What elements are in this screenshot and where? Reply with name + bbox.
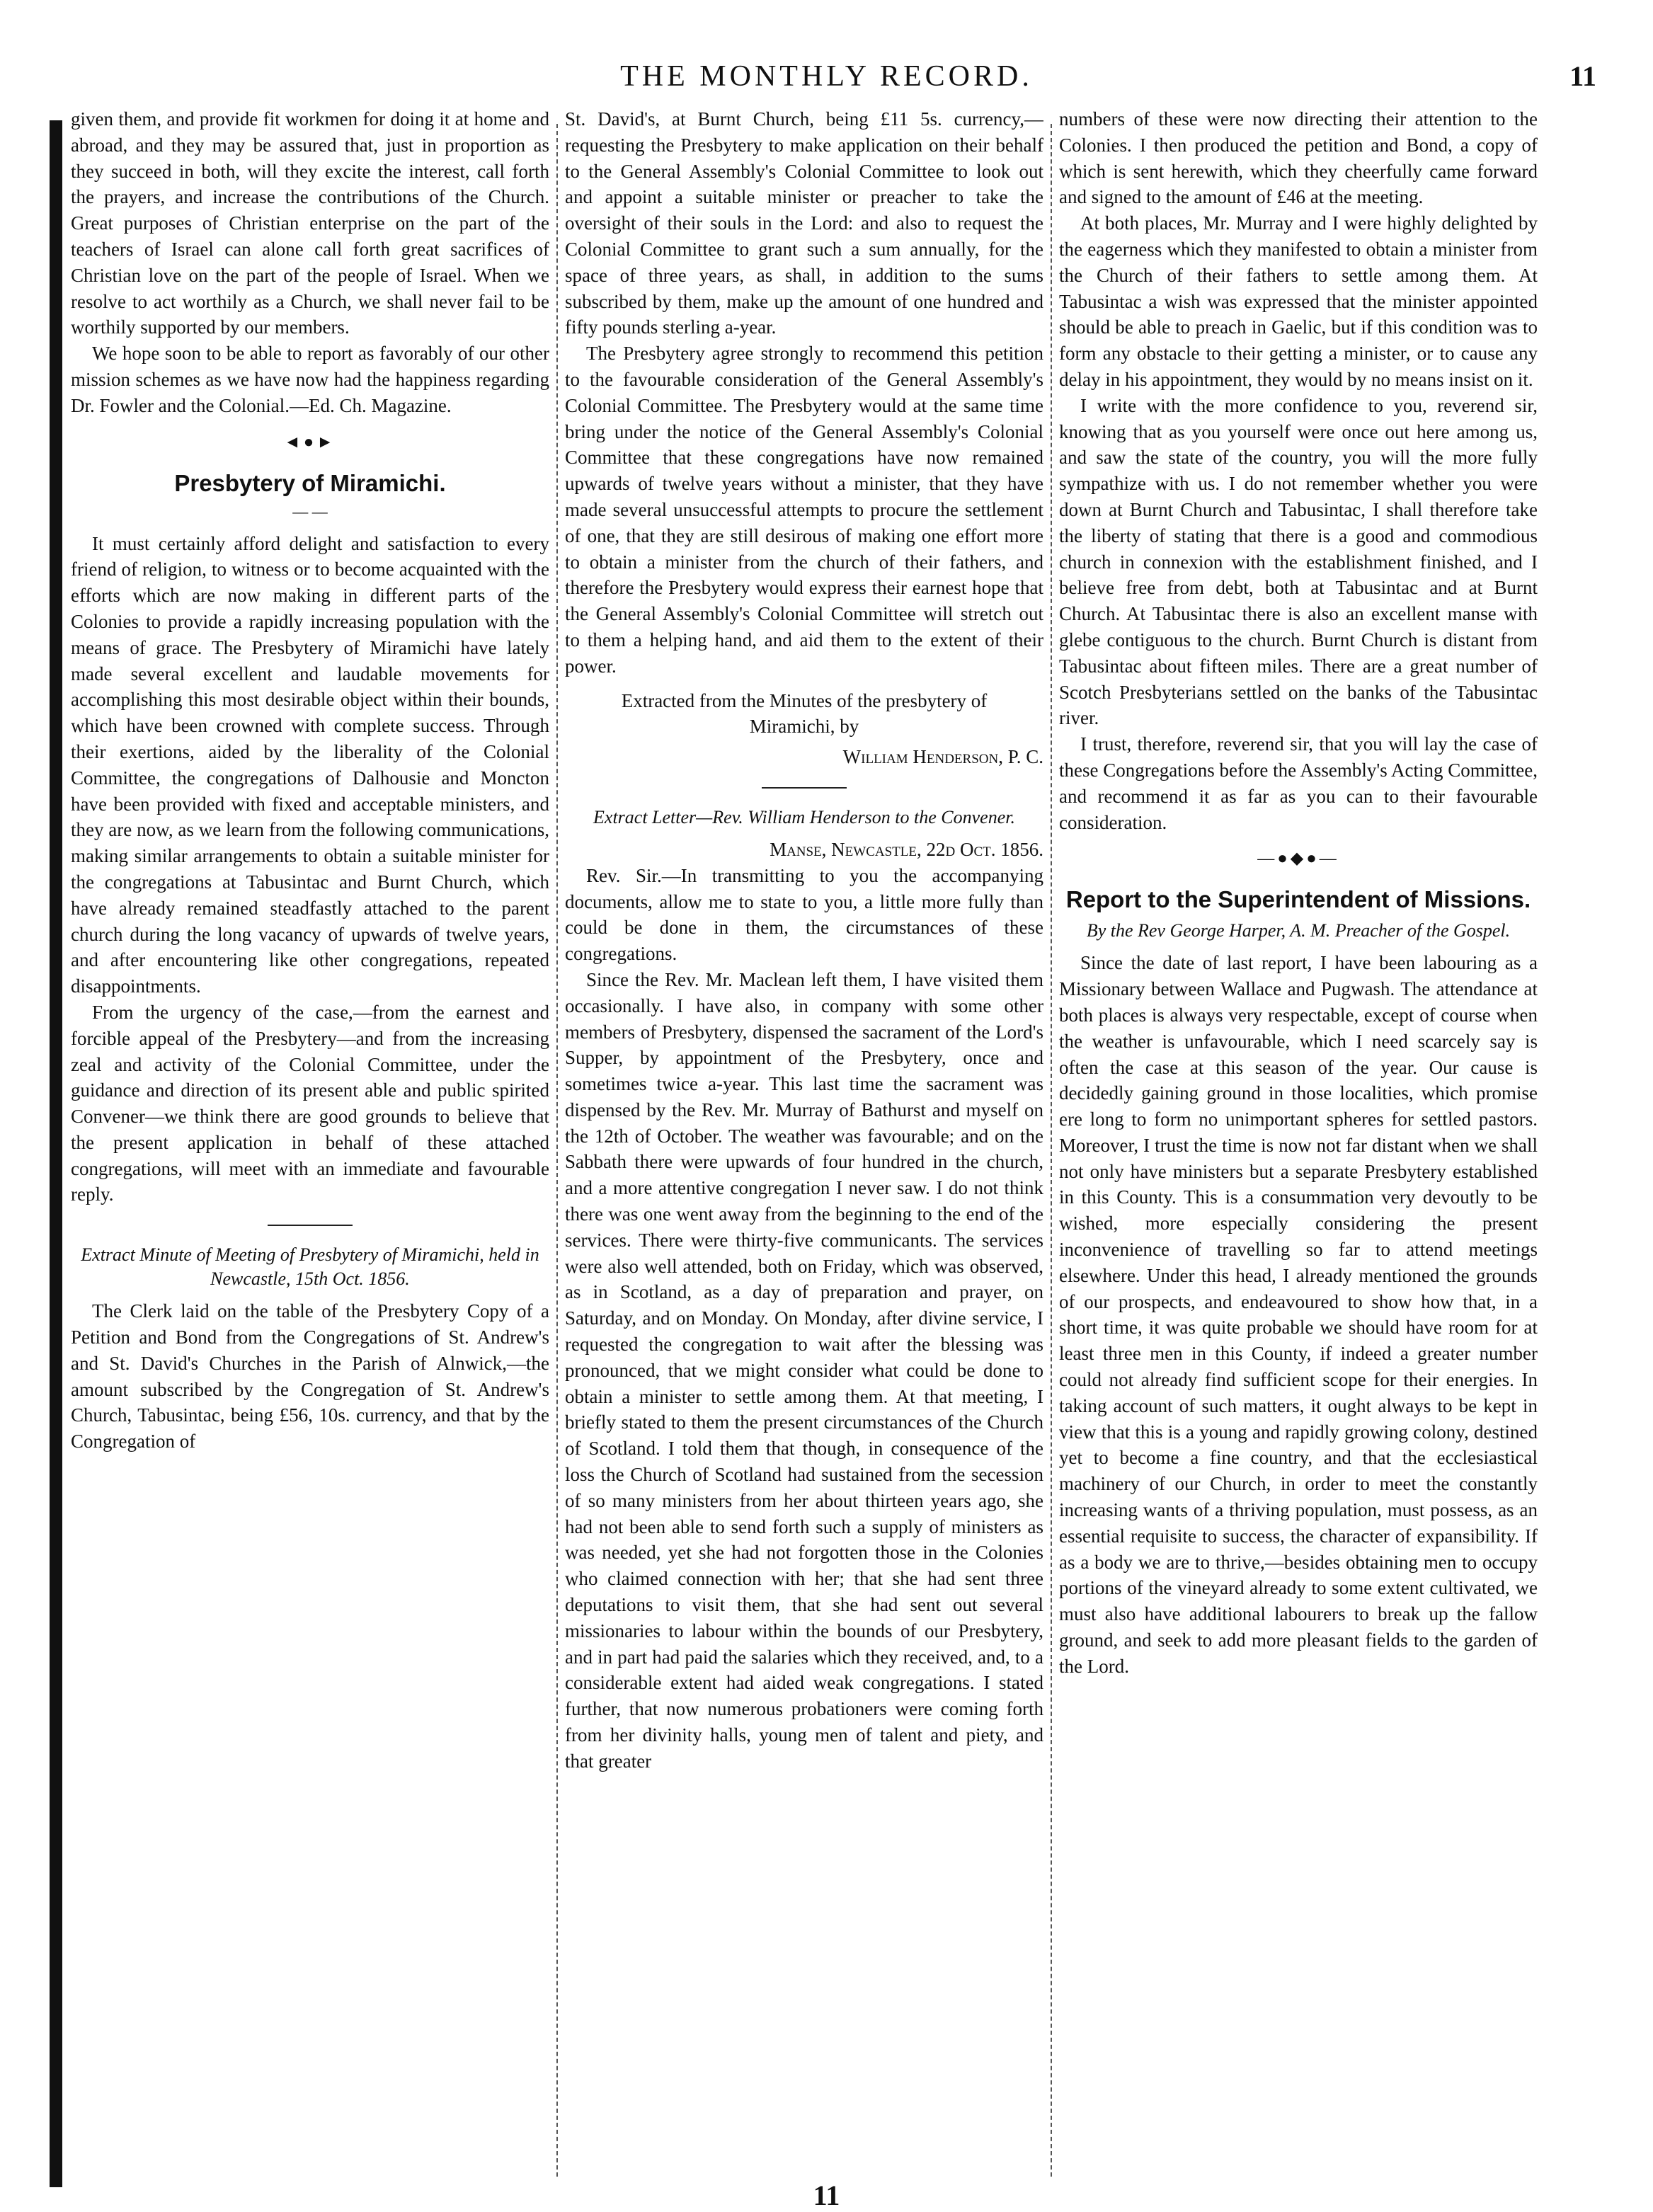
publication-title: THE MONTHLY RECORD. xyxy=(620,60,1033,93)
col1-paragraph-5: The Clerk laid on the table of the Presbytery Copy of a Petition and Bond from the Congregations of St. Andrew's and St. David's Churches in the Parish of Alnwick,—the amount subscribed by the Congregation of St. Andrew's Church, Tabusintac, being £56, 10s. currency, and that by the Congregation of xyxy=(71,1300,549,1452)
col1-paragraph-1: given them, and provide fit workmen for doing it at home and abroad, and they may be assured that, just in proportion as they succeed in both, will they excite the interest, call forth the prayers, and increase the contributions of the Church. Great purposes of Christian enterprise on the part of the teachers of Israel can alone call forth great sacrifices of Christian love on the part of the people of Israel. When we resolve to act worthily as a Church, we shall never fail to be worthily supported by our members. xyxy=(71,108,549,338)
col1-paragraph-4: From the urgency of the case,—from the earnest and forcible appeal of the Presbytery—and from the increasing zeal and activity of the Colonial Committee, under the guidance and direction of its present able and public spirited Convener—we think there are good grounds to believe that the present application in behalf of these attached congregations, will meet with an immediate and favourable reply. xyxy=(71,1001,549,1205)
col3-paragraph-1: numbers of these were now directing their attention to the Colonies. I then produced the petition and Bond, a copy of which is sent herewith, which they cheerfully came forward and signed to the amount of £46 at the meeting. xyxy=(1059,108,1538,208)
col2-paragraph-1: St. David's, at Burnt Church, being £11 5s. currency,—requesting the Presbytery to make application on their behalf to the General Assembly's Colonial Committee to look out and appoint a suitable minister or preacher to take the oversight of their souls in the Lord: and also to request the Colonial Committee to grant such a sum annually, for the space of three years, as shall, in addition to the sums subscribed by them, make up the amount of one hundred and fifty pounds sterling a-year. xyxy=(565,108,1043,338)
column-3 xyxy=(1059,106,1538,2177)
col2-paragraph-3: Rev. Sir.—In transmitting to you the accompanying documents, allow me to state to you, a little more fully than could be done in them, the circumstances of these congregations. xyxy=(565,864,1043,965)
subheading-extract-letter: Extract Letter—Rev. William Henderson to the Convener. xyxy=(593,806,1015,827)
col3-paragraph-4: I trust, therefore, reverend sir, that you will lay the case of these Congregations before the Assembly's Acting Committee, and recommend it as far as you can to their favourable consideration. xyxy=(1059,733,1538,833)
letter-dateline: Manse, Newcastle, 22d Oct. 1856. xyxy=(770,838,1043,860)
heading-report-superintendent: Report to the Superintendent of Missions. xyxy=(1065,886,1531,913)
heading-presbytery-miramichi: Presbytery of Miramichi. xyxy=(174,469,446,496)
page-number-top: 11 xyxy=(1569,60,1596,92)
col3-paragraph-2: At both places, Mr. Murray and I were highly delighted by the eagerness which they manifested to obtain a minister from the Church of their fathers to settle among them. At Tabusintac a wish was expressed that the minister appointed should be able to preach in Gaelic, but if this condition was to form any obstacle to their getting a minister, or to cause any delay in his appointment, they would by no means insist on it. xyxy=(1059,212,1538,390)
section-ornament: —●◆●— xyxy=(1257,849,1339,869)
section-ornament: ◄●► xyxy=(283,432,336,452)
subheading-extract-minute: Extract Minute of Meeting of Presbytery of Miramichi, held in Newcastle, 15th Oct. 1856. xyxy=(81,1244,539,1290)
section-rule xyxy=(762,787,847,789)
col1-paragraph-2: We hope soon to be able to report as favorably of our other mission schemes as we have now had the happiness regarding Dr. Fowler and the Colonial.—Ed. Ch. Magazine. xyxy=(71,343,549,416)
extract-note: Extracted from the Minutes of the presbytery of Miramichi, by xyxy=(621,689,988,738)
col2-paragraph-2: The Presbytery agree strongly to recommend this petition to the favourable consideration of the General Assembly's Colonial Committee. The Presbytery would at the same time bring under the notice of the General Assembly's Colonial Committee that these congregations have now remained upwards of twelve years without a minister, that they have made several unsuccessful attempts to procure the settlement of one, that they are still desirous of making one effort more to obtain a minister from the church of their fathers, and therefore the Presbytery would express their earnest hope that the General Assembly's Colonial Committee will stretch out to them a helping hand, and aid them to the extent of their power. xyxy=(565,343,1043,677)
col3-paragraph-3: I write with the more confidence to you, reverend sir, knowing that as you yourself were once out here among us, and saw the state of the country, you will the more fully sympathize with us. I do not remember whether you were down at Burnt Church and Tabusintac, I shall therefore take the liberty of stating that there is a good and commodious church in connexion with the establishment finished, and I believe free from debt, both at Tabusintac and at Burnt Church. At Tabusintac there is also an excellent manse with glebe contiguous to the church. Burnt Church is distant from Tabusintac about fifteen miles. There are a great number of Scotch Presbyterians settled on the banks of the Tabusintac river. xyxy=(1059,394,1538,729)
signature-henderson: William Henderson, P. C. xyxy=(842,746,1043,768)
binding-edge-bar xyxy=(50,120,62,2187)
column-1 xyxy=(71,106,549,2177)
col2-paragraph-4: Since the Rev. Mr. Maclean left them, I have visited them occasionally. I have also, in company with some other members of Presbytery, dispensed the sacrament of the Lord's Supper, by appointment of the Presbytery, once and sometimes twice a-year. This last time the sacrament was dispensed by the Rev. Mr. Murray of Bathurst and myself on the 12th of October. The weather was favourable; and on the Sabbath there were upwards of four hundred in the church, and a more attentive congregation I never saw. I do not think there was one went away from the beginning to the end of the services. There were thirty-five communicants. The services were also well attended, both on Friday, which was observed, as in Scotland, as a day of preparation and prayer, on Saturday, and on Monday. On Monday, after divine service, I requested the congregation to wait after the blessing was pronounced, that we might consider what could be done to obtain a minister to settle among them. At that meeting, I briefly stated to them the present circumstances of the Church of Scotland. I told them that though, in consequence of the loss the Church of Scotland had sustained from the secession of so many ministers from her about thirteen years ago, she had not been able to send forth such a supply of ministers as was needed, yet she had not forgotten those in the Colonies who claimed connection with her; that she had sent three deputations to visit them, that she had sent out several missionaries to labour within the bounds of our Presbytery, and in part had paid the salaries which they received, and, to a considerable extent had aided weak congregations. I stated further, that now numerous probationers were coming forth from her divinity halls, young men of talent and piety, and that greater xyxy=(565,968,1043,1772)
running-header xyxy=(50,55,1603,105)
column-rule-left xyxy=(556,124,558,2177)
page-number-bottom: 11 xyxy=(813,2179,840,2211)
column-2 xyxy=(565,106,1043,2177)
section-rule xyxy=(268,1225,353,1226)
col1-paragraph-3: It must certainly afford delight and satisfaction to every friend of religion, to witness or to become acquainted with the efforts which are now making in different parts of the Colonies to provide a rapidly increasing population with the means of grace. The Presbytery of Miramichi have lately made several excellent and laudable movements for accomplishing this most desirable object within their bounds, which have been crowned with complete success. Through their exertions, aided by the liberality of the Colonial Committee, the congregations of Dalhousie and Moncton have been provided with fixed and acceptable ministers, and they are now, as we learn from the following communications, making similar arrangements to obtain a suitable minister for the congregations at Tabusintac and Burnt Church, which have already remained steadfastly attached to the parent church during the long vacancy of upwards of twelve years, and after encountering like other congregations, repeated disappointments. xyxy=(71,532,549,997)
col3-paragraph-5: Since the date of last report, I have been labouring as a Missionary between Wallace and Pugwash. The attendance at both places is always very respectable, except of course when the weather is unfavourable, which I need scarcely say is often the case at this season of the year. Our cause is decidedly gaining ground in those localities, which promise ere long to form no unimportant spheres for settled pastors. Moreover, I trust the time is now not far distant when we shall not only have ministers but a separate Presbytery established in this County. This is a consummation very devoutly to be wished, more especially considering the present inconvenience of travelling so far to attend meetings elsewhere. Under this head, I already mentioned the grounds of our prospects, and endeavoured to show how that, in a short time, it was quite probable we should have room for at least three men in this County, if indeed a greater number could not already find sufficient scope for their energies. In taking account of such matters, it ought always to be kept in view that this is a young and rapidly growing colony, destined yet to become a fine country, and that the ecclesiastical machinery of our Church, in order to meet the constantly increasing wants of a thriving population, must possess, as an essential requisite to success, the character of expansibility. If as a body we are to thrive,—besides obtaining men to occupy portions of the vineyard already to some extent cultivated, we must also have additional labourers to break up the fallow ground, and seek to add more pleasant fields to the garden of the Lord. xyxy=(1059,952,1538,1677)
column-rule-right xyxy=(1051,124,1052,2177)
subheading-author: By the Rev George Harper, A. M. Preacher of the Gospel. xyxy=(1086,920,1511,941)
heading-dash: — — xyxy=(292,502,328,520)
